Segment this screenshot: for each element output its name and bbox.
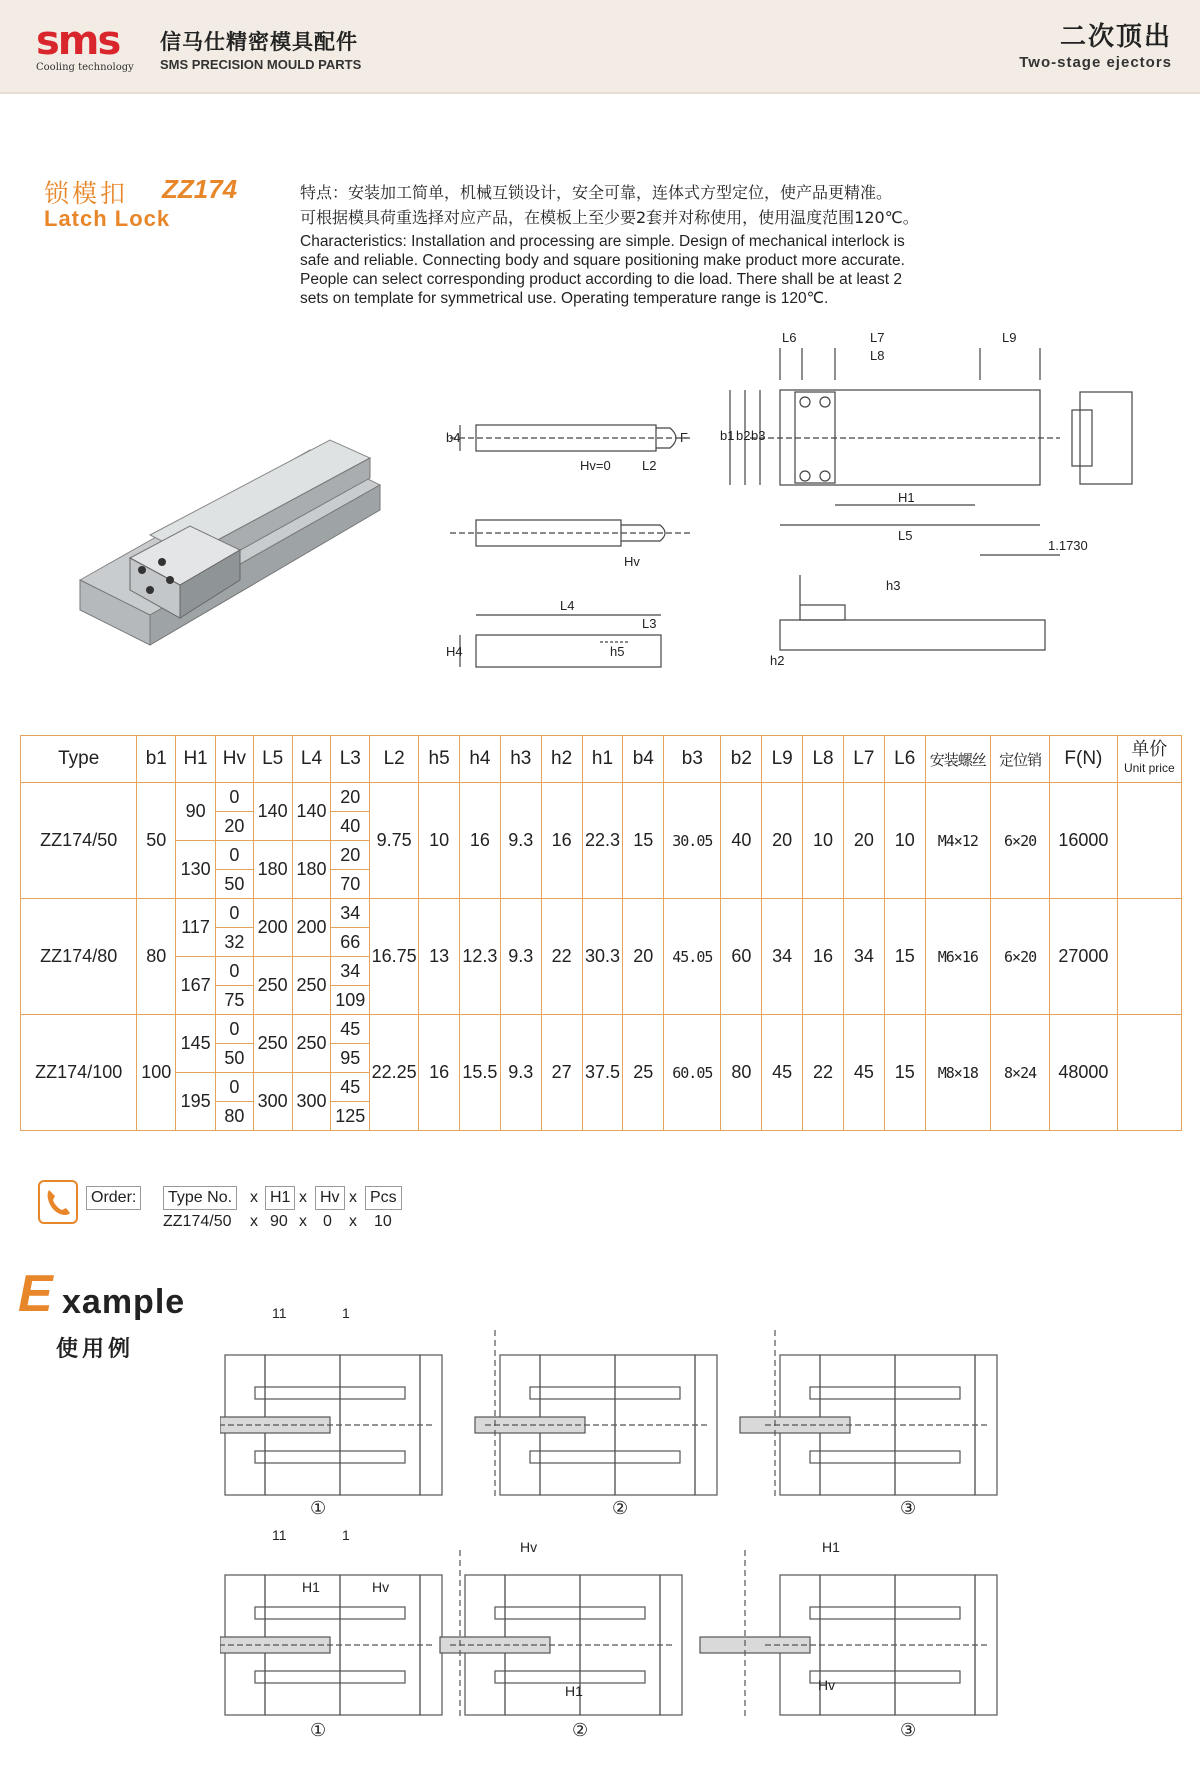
l2-cell: 22.25 [370, 1015, 419, 1131]
screw-cell: M4×12 [925, 783, 990, 899]
col-header: L3 [331, 736, 370, 783]
b1-cell: 100 [137, 1015, 176, 1131]
product-name-en: Latch Lock [44, 206, 171, 231]
unit-price-en: Unit price [1123, 761, 1175, 775]
example-title-cn: 使用例 [56, 1337, 135, 1362]
f-cell: 48000 [1050, 1015, 1117, 1131]
mark-1: 1 [342, 1527, 350, 1543]
l9-cell: 34 [762, 899, 803, 1015]
l5-cell: 180 [253, 841, 292, 899]
h5-cell: 13 [419, 899, 460, 1015]
mark-H1: H1 [302, 1579, 320, 1595]
b3-cell: 30.05 [664, 783, 721, 899]
h5-cell: 10 [419, 783, 460, 899]
l7-cell: 20 [843, 783, 884, 899]
l6-cell: 15 [884, 1015, 925, 1131]
l7-cell: 45 [843, 1015, 884, 1131]
col-header: L2 [370, 736, 419, 783]
col-header: b2 [721, 736, 762, 783]
order-sep: x [299, 1189, 307, 1206]
order-sep: x [299, 1213, 307, 1230]
step-1: ① [310, 1720, 327, 1740]
brand-logo-subtitle: Cooling technology [36, 62, 134, 73]
l3-cell: 20 [331, 841, 370, 870]
mark-Hv: Hv [520, 1539, 538, 1555]
section-title-en: Two-stage ejectors [1019, 54, 1172, 71]
hv-cell: 75 [216, 986, 254, 1015]
col-header: Hv [216, 736, 254, 783]
h1-cell: 22.3 [582, 783, 623, 899]
l8-cell: 16 [803, 899, 844, 1015]
mark-H1: H1 [822, 1539, 840, 1555]
phone-icon [38, 1180, 78, 1224]
f-cell: 16000 [1050, 783, 1117, 899]
dim-L9: L9 [1002, 330, 1017, 345]
h1-cell: 90 [176, 783, 216, 841]
dim-L5: L5 [898, 528, 913, 543]
table-header-row [21, 736, 1182, 783]
col-header-unit-price [1117, 736, 1181, 783]
dim-Hv: Hv [624, 554, 640, 569]
col-header: Type [21, 736, 137, 783]
mark-Hv: Hv [818, 1677, 836, 1693]
col-header: L8 [803, 736, 844, 783]
order-field-hv: Hv [315, 1186, 345, 1210]
h1-cell: 145 [176, 1015, 216, 1073]
order-field-h1: H1 [265, 1186, 295, 1210]
dim-Hv0: Hv=0 [580, 458, 611, 473]
b4-cell: 15 [623, 783, 664, 899]
mark-1: 1 [342, 1305, 350, 1321]
col-header: 安装螺丝 [925, 736, 990, 783]
dim-h2: h2 [770, 653, 785, 668]
usage-example-diagrams [220, 1300, 1090, 1770]
hv-cell: 20 [216, 812, 254, 841]
order-field-pcs: Pcs [365, 1186, 402, 1210]
dim-L6: L6 [782, 330, 797, 345]
order-label: Order: [86, 1186, 141, 1210]
dim-h3: h3 [886, 578, 901, 593]
hv-cell: 32 [216, 928, 254, 957]
dim-h5: h5 [610, 644, 625, 659]
col-header: h3 [500, 736, 541, 783]
col-header: 定位销 [990, 736, 1049, 783]
h3-cell: 9.3 [500, 899, 541, 1015]
col-header: L5 [253, 736, 292, 783]
b2-cell: 60 [721, 899, 762, 1015]
step-3: ③ [900, 1498, 917, 1518]
l3-cell: 34 [331, 899, 370, 928]
b2-cell: 80 [721, 1015, 762, 1131]
b1-cell: 80 [137, 899, 176, 1015]
l3-cell: 45 [331, 1015, 370, 1044]
l3-cell: 66 [331, 928, 370, 957]
l5-cell: 200 [253, 899, 292, 957]
l2-cell: 16.75 [370, 899, 419, 1015]
col-header: L7 [843, 736, 884, 783]
hv-cell: 50 [216, 1044, 254, 1073]
h1-cell: 30.3 [582, 899, 623, 1015]
l4-cell: 140 [292, 783, 331, 841]
spec-table [20, 735, 1182, 1131]
h1-cell: 117 [176, 899, 216, 957]
step-2: ② [612, 1498, 629, 1518]
dim-L4: L4 [560, 598, 575, 613]
col-header: L9 [762, 736, 803, 783]
h5-cell: 16 [419, 1015, 460, 1131]
col-header: b3 [664, 736, 721, 783]
l5-cell: 250 [253, 1015, 292, 1073]
b4-cell: 20 [623, 899, 664, 1015]
features-cn [300, 180, 1020, 230]
l3-cell: 45 [331, 1073, 370, 1102]
product-name-cn: 锁模扣 [44, 179, 129, 208]
hv-cell: 0 [216, 841, 254, 870]
pin-cell: 8×24 [990, 1015, 1049, 1131]
l7-cell: 34 [843, 899, 884, 1015]
h1-cell: 167 [176, 957, 216, 1015]
table-row [21, 783, 1182, 812]
table-row [21, 1015, 1182, 1044]
example-title: xample [62, 1283, 186, 1321]
dim-b4: b4 [446, 430, 461, 445]
order-sep: x [250, 1189, 258, 1206]
col-header: b4 [623, 736, 664, 783]
h2-cell: 22 [541, 899, 582, 1015]
h4-cell: 16 [460, 783, 501, 899]
l8-cell: 22 [803, 1015, 844, 1131]
l3-cell: 95 [331, 1044, 370, 1073]
hv-cell: 0 [216, 957, 254, 986]
l4-cell: 250 [292, 1015, 331, 1073]
mark-H1: H1 [565, 1683, 583, 1699]
unit-price-cn: 单价 [1131, 739, 1168, 759]
screw-cell: M8×18 [925, 1015, 990, 1131]
unit-price-cell [1117, 783, 1181, 899]
mark-Hv: Hv [372, 1579, 390, 1595]
l3-cell: 34 [331, 957, 370, 986]
section-title-cn: 二次顶出 [1059, 22, 1172, 52]
l9-cell: 45 [762, 1015, 803, 1131]
company-name-en: SMS PRECISION MOULD PARTS [160, 57, 362, 72]
l2-cell: 9.75 [370, 783, 419, 899]
dim-b2: b2 [736, 428, 751, 443]
l6-cell: 15 [884, 899, 925, 1015]
dim-L8: L8 [870, 348, 885, 363]
l3-cell: 125 [331, 1102, 370, 1131]
l3-cell: 20 [331, 783, 370, 812]
hv-cell: 0 [216, 1015, 254, 1044]
characteristics-line: sets on template for symmetrical use. Operating temperature range is 120℃. [300, 290, 829, 307]
dim-H4: H4 [446, 644, 463, 659]
l8-cell: 10 [803, 783, 844, 899]
dim-b3: b3 [751, 428, 766, 443]
characteristics-en [300, 232, 1030, 308]
dim-L3: L3 [642, 616, 657, 631]
l5-cell: 300 [253, 1073, 292, 1131]
l3-cell: 70 [331, 870, 370, 899]
col-header: F(N) [1050, 736, 1117, 783]
l5-cell: 140 [253, 783, 292, 841]
order-example-pcs: 10 [374, 1213, 392, 1230]
l3-cell: 109 [331, 986, 370, 1015]
col-header: H1 [176, 736, 216, 783]
mark-11: 11 [272, 1305, 287, 1321]
f-cell: 27000 [1050, 899, 1117, 1015]
col-header: b1 [137, 736, 176, 783]
mark-11: 11 [272, 1527, 287, 1543]
step-2: ② [572, 1720, 589, 1740]
col-header: h2 [541, 736, 582, 783]
col-header: h5 [419, 736, 460, 783]
technical-drawing [420, 320, 1140, 700]
l3-cell: 40 [331, 812, 370, 841]
type-cell: ZZ174/50 [21, 783, 137, 899]
dim-H1: H1 [898, 490, 915, 505]
l5-cell: 250 [253, 957, 292, 1015]
unit-price-cell [1117, 1015, 1181, 1131]
force-F: F [680, 430, 688, 445]
order-example-h1: 90 [270, 1213, 288, 1230]
hv-cell: 80 [216, 1102, 254, 1131]
b3-cell: 60.05 [664, 1015, 721, 1131]
l4-cell: 200 [292, 899, 331, 957]
col-header: h1 [582, 736, 623, 783]
l6-cell: 10 [884, 783, 925, 899]
features-cn-line: 特点：安装加工简单，机械互锁设计，安全可靠，连体式方型定位，使产品更精准。 [300, 183, 893, 202]
col-header: h4 [460, 736, 501, 783]
h4-cell: 15.5 [460, 1015, 501, 1131]
table-body [21, 783, 1182, 1131]
hv-cell: 0 [216, 1073, 254, 1102]
table-row [21, 899, 1182, 928]
characteristics-line: safe and reliable. Connecting body and square positioning make product more accurate. [300, 252, 905, 269]
example-title-initial: E [18, 1265, 53, 1323]
l4-cell: 250 [292, 957, 331, 1015]
h1-cell: 130 [176, 841, 216, 899]
h4-cell: 12.3 [460, 899, 501, 1015]
h1-cell: 37.5 [582, 1015, 623, 1131]
order-sep: x [349, 1213, 357, 1230]
h2-cell: 16 [541, 783, 582, 899]
col-header: L6 [884, 736, 925, 783]
dim-L7: L7 [870, 330, 885, 345]
product-code: ZZ174 [162, 174, 238, 204]
order-example-type: ZZ174/50 [163, 1213, 232, 1230]
b4-cell: 25 [623, 1015, 664, 1131]
hv-cell: 50 [216, 870, 254, 899]
b1-cell: 50 [137, 783, 176, 899]
characteristics-line: People can select corresponding product according to die load. There shall be at least 2 [300, 271, 903, 288]
step-1: ① [310, 1498, 327, 1518]
order-sep: x [250, 1213, 258, 1230]
hv-cell: 0 [216, 783, 254, 812]
screw-cell: M6×16 [925, 899, 990, 1015]
h3-cell: 9.3 [500, 783, 541, 899]
l4-cell: 180 [292, 841, 331, 899]
order-example-hv: 0 [323, 1213, 332, 1230]
h1-cell: 195 [176, 1073, 216, 1131]
h2-cell: 27 [541, 1015, 582, 1131]
type-cell: ZZ174/100 [21, 1015, 137, 1131]
dim-L2: L2 [642, 458, 657, 473]
product-photo [70, 430, 410, 680]
characteristics-line: Characteristics: Installation and processing are simple. Design of mechanical interlock is [300, 233, 905, 250]
type-cell: ZZ174/80 [21, 899, 137, 1015]
col-header: L4 [292, 736, 331, 783]
features-cn-line: 可根据模具荷重选择对应产品，在模板上至少要2套并对称使用，使用温度范围120℃。 [300, 208, 919, 227]
b3-cell: 45.05 [664, 899, 721, 1015]
company-name-cn: 信马仕精密模具配件 [160, 30, 358, 54]
dim-angle: 1.1730 [1048, 538, 1088, 553]
dim-b1: b1 [720, 428, 735, 443]
unit-price-cell [1117, 899, 1181, 1015]
l9-cell: 20 [762, 783, 803, 899]
order-field-type: Type No. [163, 1186, 237, 1210]
order-sep: x [349, 1189, 357, 1206]
l4-cell: 300 [292, 1073, 331, 1131]
h3-cell: 9.3 [500, 1015, 541, 1131]
b2-cell: 40 [721, 783, 762, 899]
brand-logo: sms [36, 18, 120, 64]
pin-cell: 6×20 [990, 783, 1049, 899]
step-3: ③ [900, 1720, 917, 1740]
pin-cell: 6×20 [990, 899, 1049, 1015]
hv-cell: 0 [216, 899, 254, 928]
